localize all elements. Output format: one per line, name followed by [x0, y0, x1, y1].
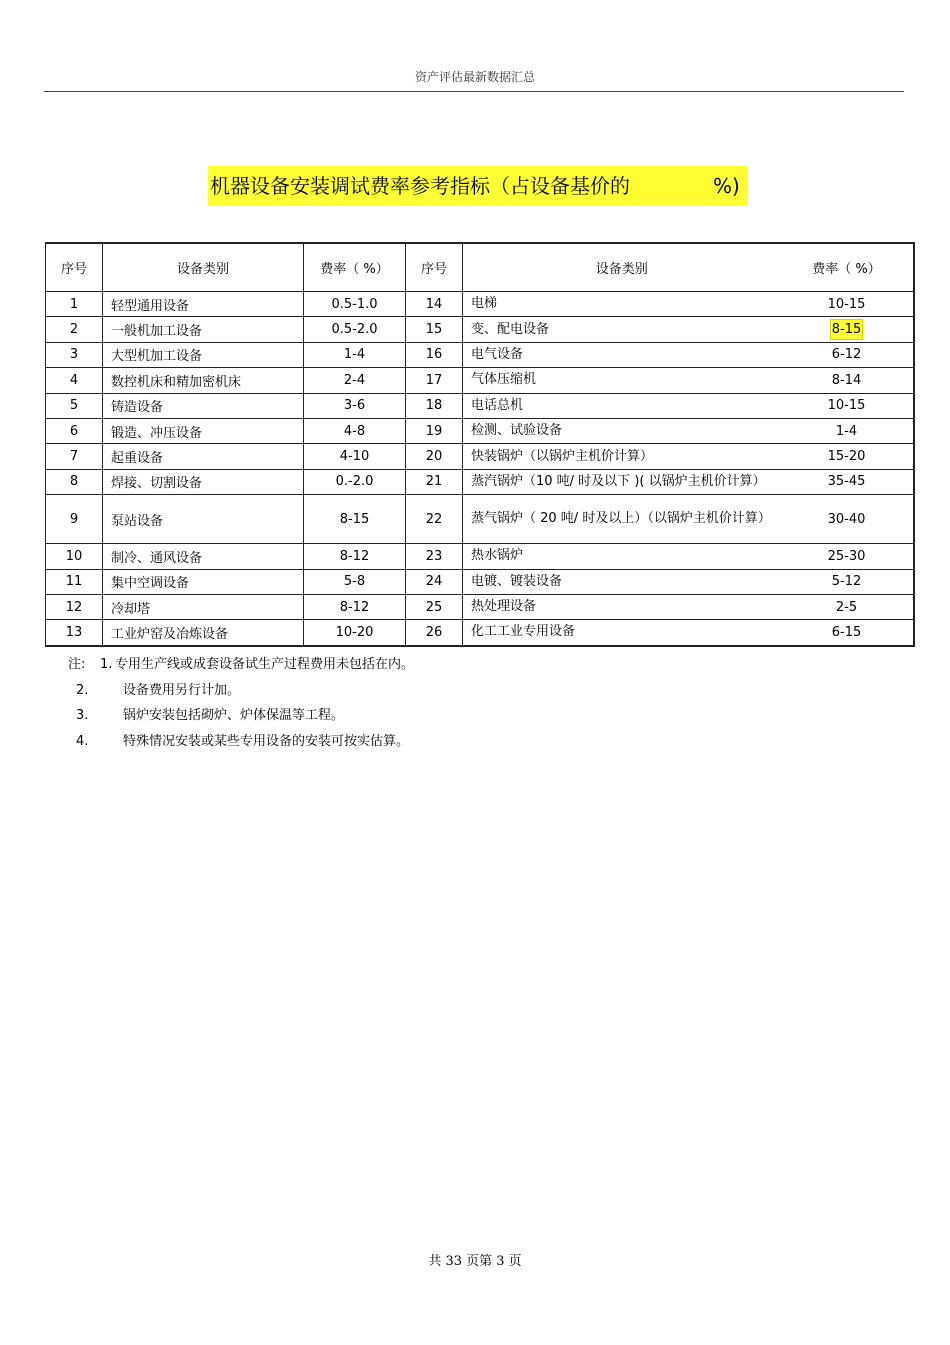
- cell-no-2: 18: [406, 393, 463, 418]
- cell-category-2: 快装锅炉（以锅炉主机价计算）: [463, 444, 781, 469]
- header-rate: 费率（ %）: [304, 243, 406, 292]
- cell-category: 工业炉窑及冶炼设备: [103, 620, 304, 646]
- cell-category: 起重设备: [103, 444, 304, 469]
- highlighted-rate: 8-15: [830, 319, 864, 340]
- cell-no-2: 21: [406, 469, 463, 494]
- cell-category-2: 变、配电设备: [463, 317, 781, 342]
- cell-rate-2: 25-30: [781, 544, 914, 569]
- cell-no-2: 17: [406, 368, 463, 393]
- cell-rate-2: [781, 317, 914, 342]
- cell-category: 一般机加工设备: [103, 317, 304, 342]
- header-rate-2: 费率（ %）: [781, 243, 914, 292]
- header-no: 序号: [46, 243, 103, 292]
- page-footer: 共 33 页第 3 页: [428, 1254, 522, 1269]
- cell-category-2: 电气设备: [463, 342, 781, 367]
- document-title-text: 机器设备安装调试费率参考指标（占设备基价的: [210, 174, 630, 198]
- cell-rate-2: 6-15: [781, 620, 914, 646]
- cell-no: 8: [46, 469, 103, 494]
- cell-no-2: 16: [406, 342, 463, 367]
- cell-category: 焊接、切割设备: [103, 469, 304, 494]
- cell-rate-2: 15-20: [781, 444, 914, 469]
- header-category: 设备类别: [103, 243, 304, 292]
- fee-rate-table: [45, 242, 915, 647]
- table-row: [46, 544, 914, 569]
- cell-category: 制冷、通风设备: [103, 544, 304, 569]
- note-text: 特殊情况安装或某些专用设备的安装可按实估算。: [123, 733, 410, 749]
- cell-rate: 0.5-1.0: [304, 292, 406, 317]
- cell-rate: 4-8: [304, 418, 406, 443]
- cell-category-2: 蒸汽锅炉（10 吨/ 时及以下 )( 以锅炉主机价计算）: [463, 469, 781, 494]
- table-row: [46, 342, 914, 367]
- cell-no: 13: [46, 620, 103, 646]
- cell-category-2: 气体压缩机: [463, 368, 781, 393]
- cell-no: 9: [46, 495, 103, 544]
- cell-no-2: 24: [406, 569, 463, 594]
- cell-category-2: [463, 495, 781, 544]
- cell-rate: 0.5-2.0: [304, 317, 406, 342]
- cell-rate-2: 30-40: [781, 495, 914, 544]
- cell-category: 冷却塔: [103, 594, 304, 619]
- table-row: [46, 393, 914, 418]
- cell-no-2: 25: [406, 594, 463, 619]
- cell-rate: 8-12: [304, 544, 406, 569]
- cell-category: 泵站设备: [103, 495, 304, 544]
- note-text: 锅炉安装包括砌炉、炉体保温等工程。: [123, 708, 345, 723]
- table-row: [46, 594, 914, 619]
- wrapped-category-text: 蒸气锅炉（ 20 吨/ 时及以上）（以锅炉主机价计算）: [471, 511, 771, 527]
- note-number: 1.: [100, 657, 113, 672]
- cell-no: 10: [46, 544, 103, 569]
- cell-no: 7: [46, 444, 103, 469]
- cell-category: 锻造、冲压设备: [103, 418, 304, 443]
- cell-rate: 2-4: [304, 368, 406, 393]
- table-row: [46, 495, 914, 544]
- cell-rate: 8-15: [304, 495, 406, 544]
- cell-no: 2: [46, 317, 103, 342]
- cell-rate: 8-12: [304, 594, 406, 619]
- cell-rate-2: 35-45: [781, 469, 914, 494]
- table-row: [46, 317, 914, 342]
- cell-no-2: 15: [406, 317, 463, 342]
- cell-no-2: 14: [406, 292, 463, 317]
- cell-category-2: 电镀、镀装设备: [463, 569, 781, 594]
- cell-no: 5: [46, 393, 103, 418]
- cell-category-2: 电话总机: [463, 393, 781, 418]
- note-lead: 注:: [68, 657, 86, 672]
- note-number: 3.: [76, 708, 89, 723]
- cell-rate-2: 2-5: [781, 594, 914, 619]
- cell-no: 6: [46, 418, 103, 443]
- cell-category-2: 化工工业专用设备: [463, 620, 781, 646]
- header-no-2: 序号: [406, 243, 463, 292]
- cell-rate: 0.-2.0: [304, 469, 406, 494]
- cell-category-2: 热水锅炉: [463, 544, 781, 569]
- cell-no-2: 19: [406, 418, 463, 443]
- cell-no: 12: [46, 594, 103, 619]
- document-title: [208, 166, 748, 206]
- note-item: [68, 703, 414, 729]
- cell-rate-2: 1-4: [781, 418, 914, 443]
- cell-category: 铸造设备: [103, 393, 304, 418]
- cell-rate: 10-20: [304, 620, 406, 646]
- table-row: [46, 620, 914, 646]
- table-row: [46, 444, 914, 469]
- table-header-row: [46, 243, 914, 292]
- table-row: [46, 292, 914, 317]
- cell-category: 数控机床和精加密机床: [103, 368, 304, 393]
- cell-category-2: 电梯: [463, 292, 781, 317]
- table-row: [46, 569, 914, 594]
- note-item: [68, 729, 414, 755]
- cell-rate-2: 8-14: [781, 368, 914, 393]
- document-title-percent: %): [713, 174, 740, 198]
- cell-no: 1: [46, 292, 103, 317]
- cell-rate: 3-6: [304, 393, 406, 418]
- note-text: 设备费用另行计加。: [123, 682, 241, 698]
- table-row: [46, 418, 914, 443]
- cell-rate: 1-4: [304, 342, 406, 367]
- cell-no: 11: [46, 569, 103, 594]
- note-number: 2.: [76, 682, 89, 698]
- cell-rate-2: 6-12: [781, 342, 914, 367]
- cell-rate: 4-10: [304, 444, 406, 469]
- cell-no: 4: [46, 368, 103, 393]
- cell-category-2: 热处理设备: [463, 594, 781, 619]
- cell-category-2: 检测、试验设备: [463, 418, 781, 443]
- table-row: [46, 469, 914, 494]
- notes-section: [68, 652, 414, 754]
- note-text: 专用生产线或成套设备试生产过程费用未包括在内。: [115, 657, 415, 672]
- cell-category: 集中空调设备: [103, 569, 304, 594]
- table-row: [46, 368, 914, 393]
- cell-rate-2: 10-15: [781, 393, 914, 418]
- cell-rate-2: 5-12: [781, 569, 914, 594]
- cell-no-2: 20: [406, 444, 463, 469]
- note-number: 4.: [76, 733, 89, 749]
- cell-category: 大型机加工设备: [103, 342, 304, 367]
- running-header: 资产评估最新数据汇总: [414, 70, 535, 84]
- header-category-2: 设备类别: [463, 243, 781, 292]
- cell-rate: 5-8: [304, 569, 406, 594]
- note-item: [68, 678, 414, 704]
- cell-no: 3: [46, 342, 103, 367]
- cell-no-2: 22: [406, 495, 463, 544]
- cell-no-2: 23: [406, 544, 463, 569]
- cell-no-2: 26: [406, 620, 463, 646]
- cell-category: 轻型通用设备: [103, 292, 304, 317]
- header-divider: [44, 91, 904, 92]
- note-item: [68, 652, 414, 678]
- cell-rate-2: 10-15: [781, 292, 914, 317]
